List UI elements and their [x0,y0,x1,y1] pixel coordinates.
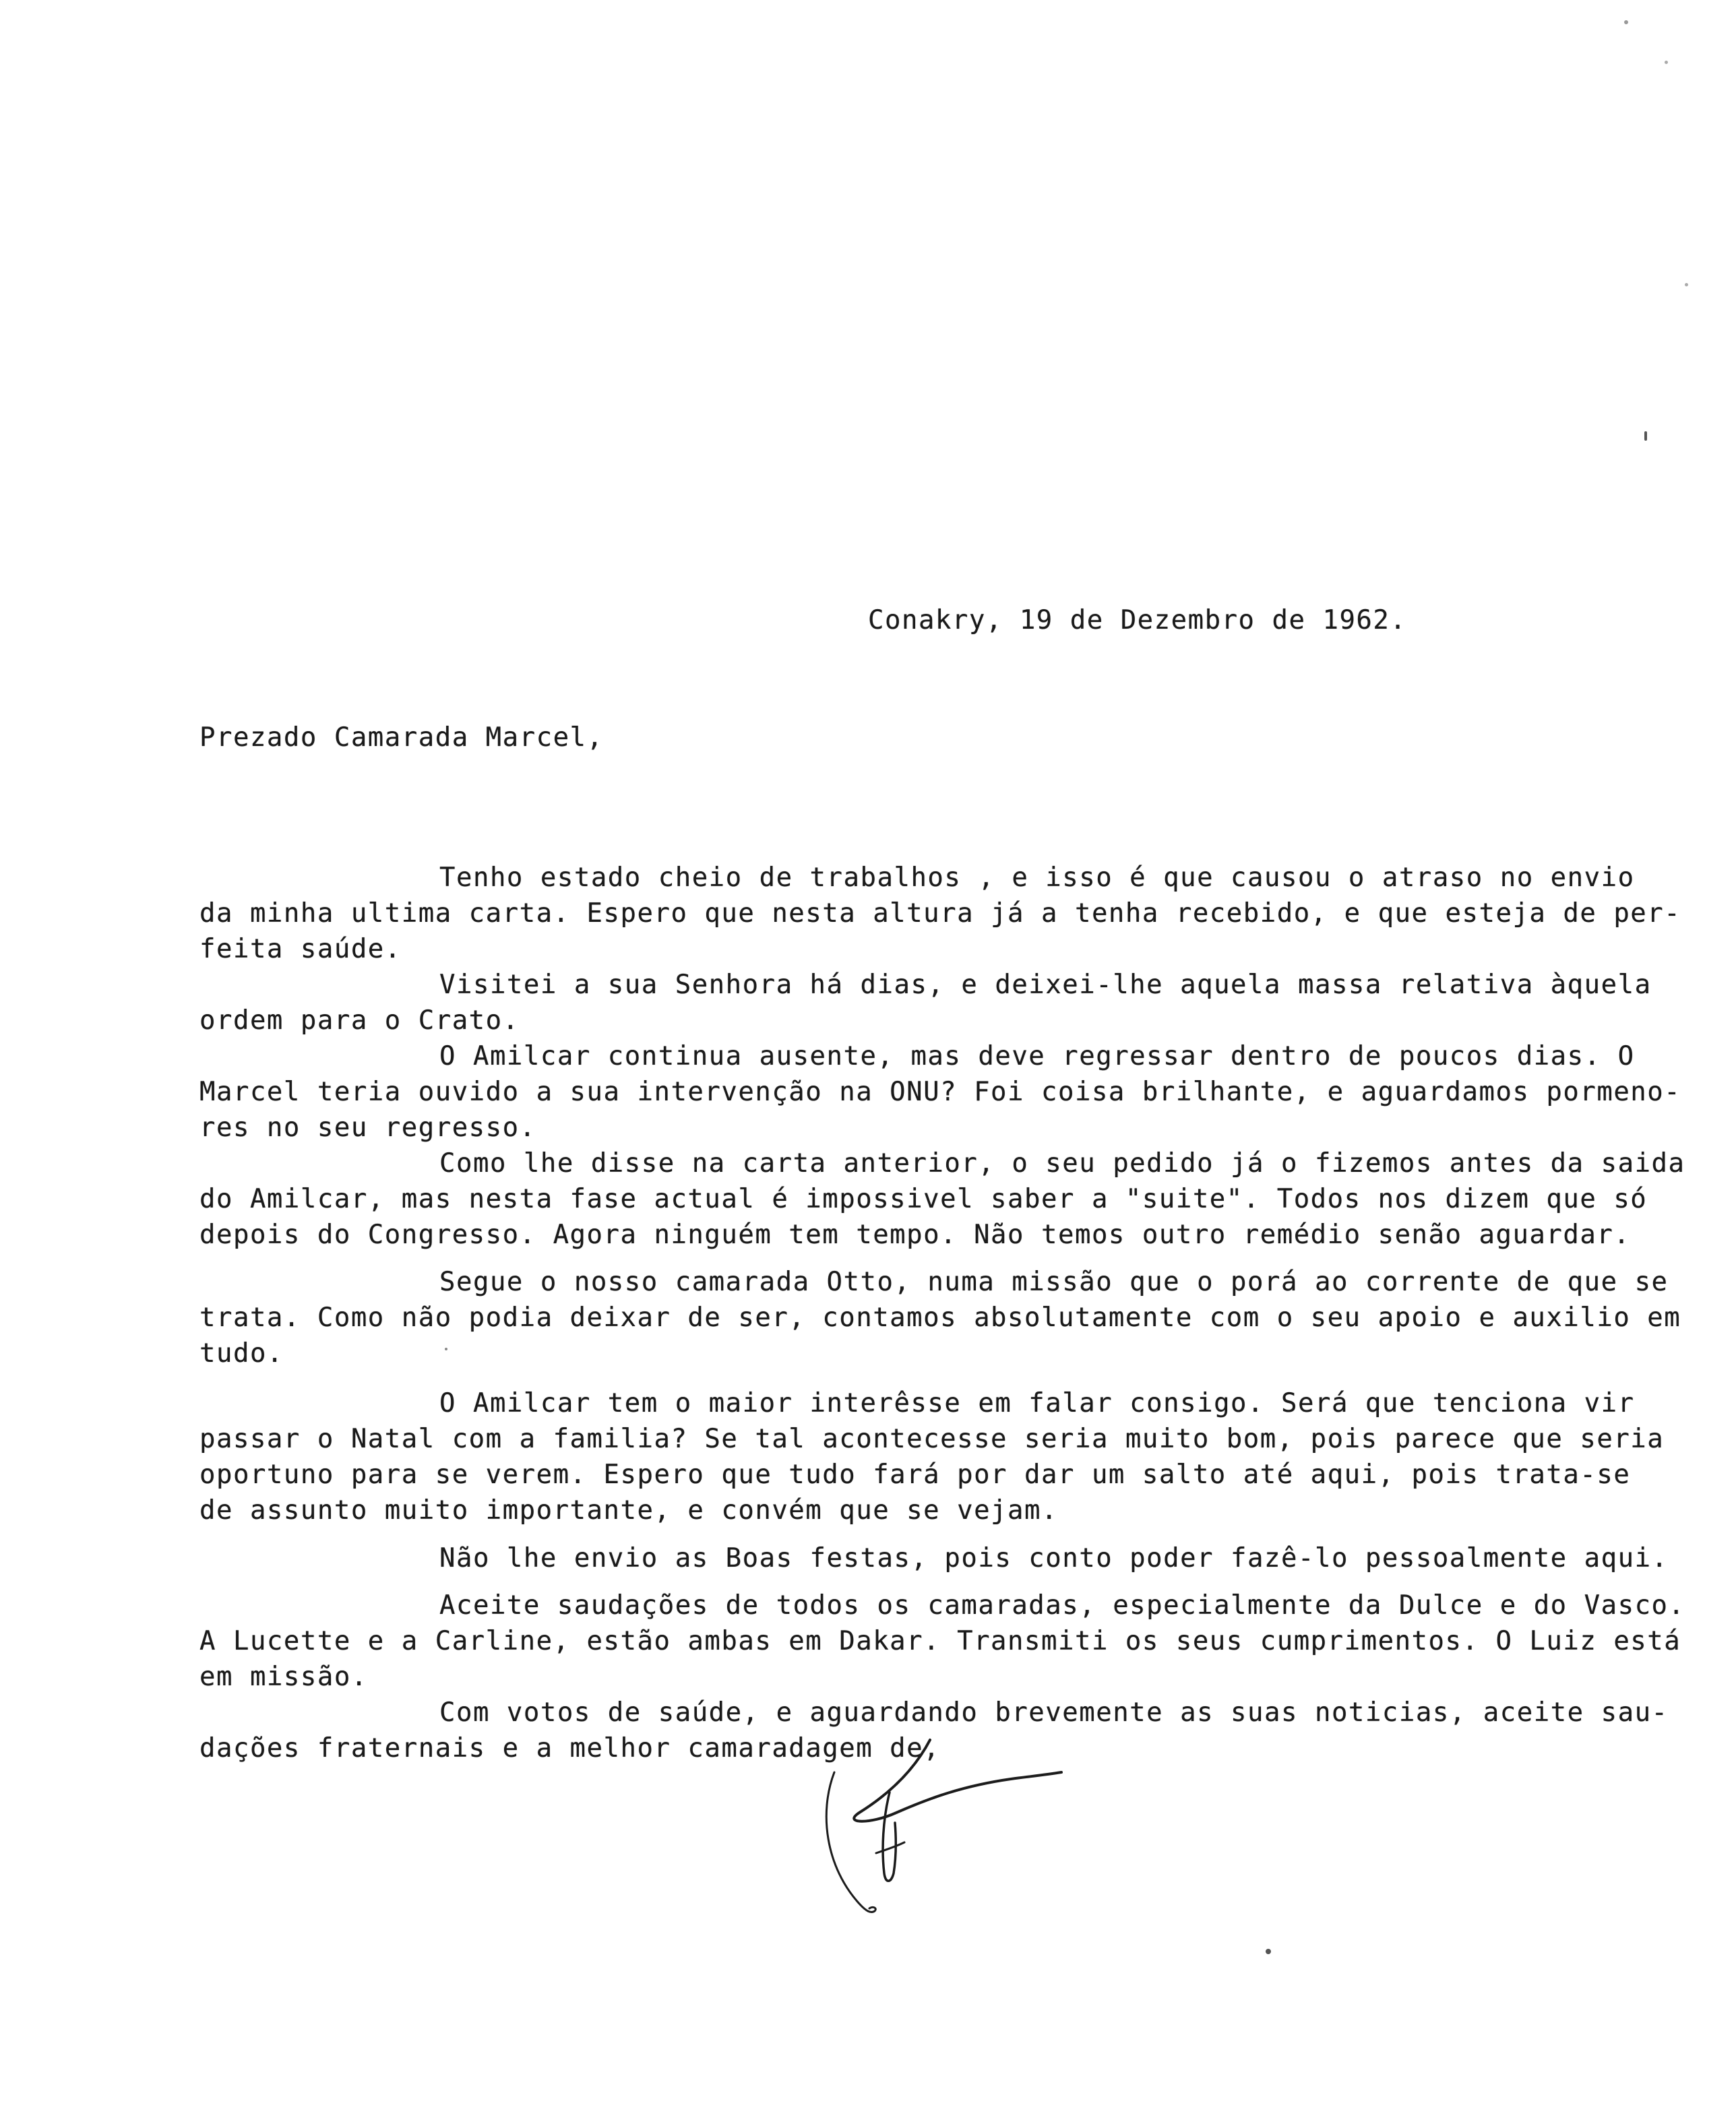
body-line: tudo. [199,1338,284,1369]
body-line: de assunto muito importante, e convém que se vejam. [199,1495,1058,1526]
body-line: do Amilcar, mas nesta fase actual é impossivel saber a "suite". Todos nos dizem que só [199,1184,1648,1214]
body-line: Aceite saudações de todos os camaradas, especialmente da Dulce e do Vasco. [439,1590,1685,1621]
scan-speck [1644,431,1647,441]
body-line: Tenho estado cheio de trabalhos , e isso é que causou o atraso no envio [439,863,1635,893]
body-line: Segue o nosso camarada Otto, numa missão que o porá ao corrente de que se [439,1267,1669,1297]
body-line: res no seu regresso. [199,1113,536,1143]
scan-speck [1624,20,1628,24]
scan-speck [1685,283,1688,286]
body-line: da minha ultima carta. Espero que nesta altura já a tenha recebido, e que esteja de per- [199,898,1681,929]
body-line: passar o Natal com a familia? Se tal acontecesse seria muito bom, pois parece que seria [199,1424,1665,1454]
dateline: Conakry, 19 de Dezembro de 1962. [868,605,1407,635]
scan-speck [1665,61,1668,64]
body-line: em missão. [199,1662,368,1692]
body-line: Como lhe disse na carta anterior, o seu pedido já o fizemos antes da saida [439,1148,1685,1179]
body-line: O Amilcar tem o maior interêsse em falar consigo. Será que tenciona vir [439,1388,1635,1418]
scan-speck [445,1348,447,1350]
salutation: Prezado Camarada Marcel, [199,722,604,753]
scan-speck [1266,1949,1271,1954]
body-line: depois do Congresso. Agora ninguém tem tempo. Não temos outro remédio senão aguardar. [199,1220,1631,1250]
body-line: A Lucette e a Carline, estão ambas em Dakar. Transmiti os seus cumprimentos. O Luiz está [199,1626,1681,1656]
body-line: trata. Como não podia deixar de ser, contamos absolutamente com o seu apoio e auxilio em [199,1303,1681,1333]
handwritten-signature [795,1712,1078,1941]
body-line: feita saúde. [199,934,402,964]
body-line: Não lhe envio as Boas festas, pois conto poder fazê-lo pessoalmente aqui. [439,1543,1669,1573]
body-line: oportuno para se verem. Espero que tudo fará por dar um salto até aqui, pois trata-se [199,1460,1631,1490]
closing-line: dações fraternais e a melhor camaradagem de, [199,1733,941,1763]
body-line: O Amilcar continua ausente, mas deve regressar dentro de poucos dias. O [439,1041,1635,1071]
body-line: Marcel teria ouvido a sua intervenção na ONU? Foi coisa brilhante, e aguardamos pormeno- [199,1077,1681,1107]
body-line: ordem para o Crato. [199,1005,520,1036]
body-line: Visitei a sua Senhora há dias, e deixei-lhe aquela massa relativa àquela [439,970,1652,1000]
body-line: Com votos de saúde, e aguardando brevemente as suas noticias, aceite sau- [439,1697,1669,1728]
